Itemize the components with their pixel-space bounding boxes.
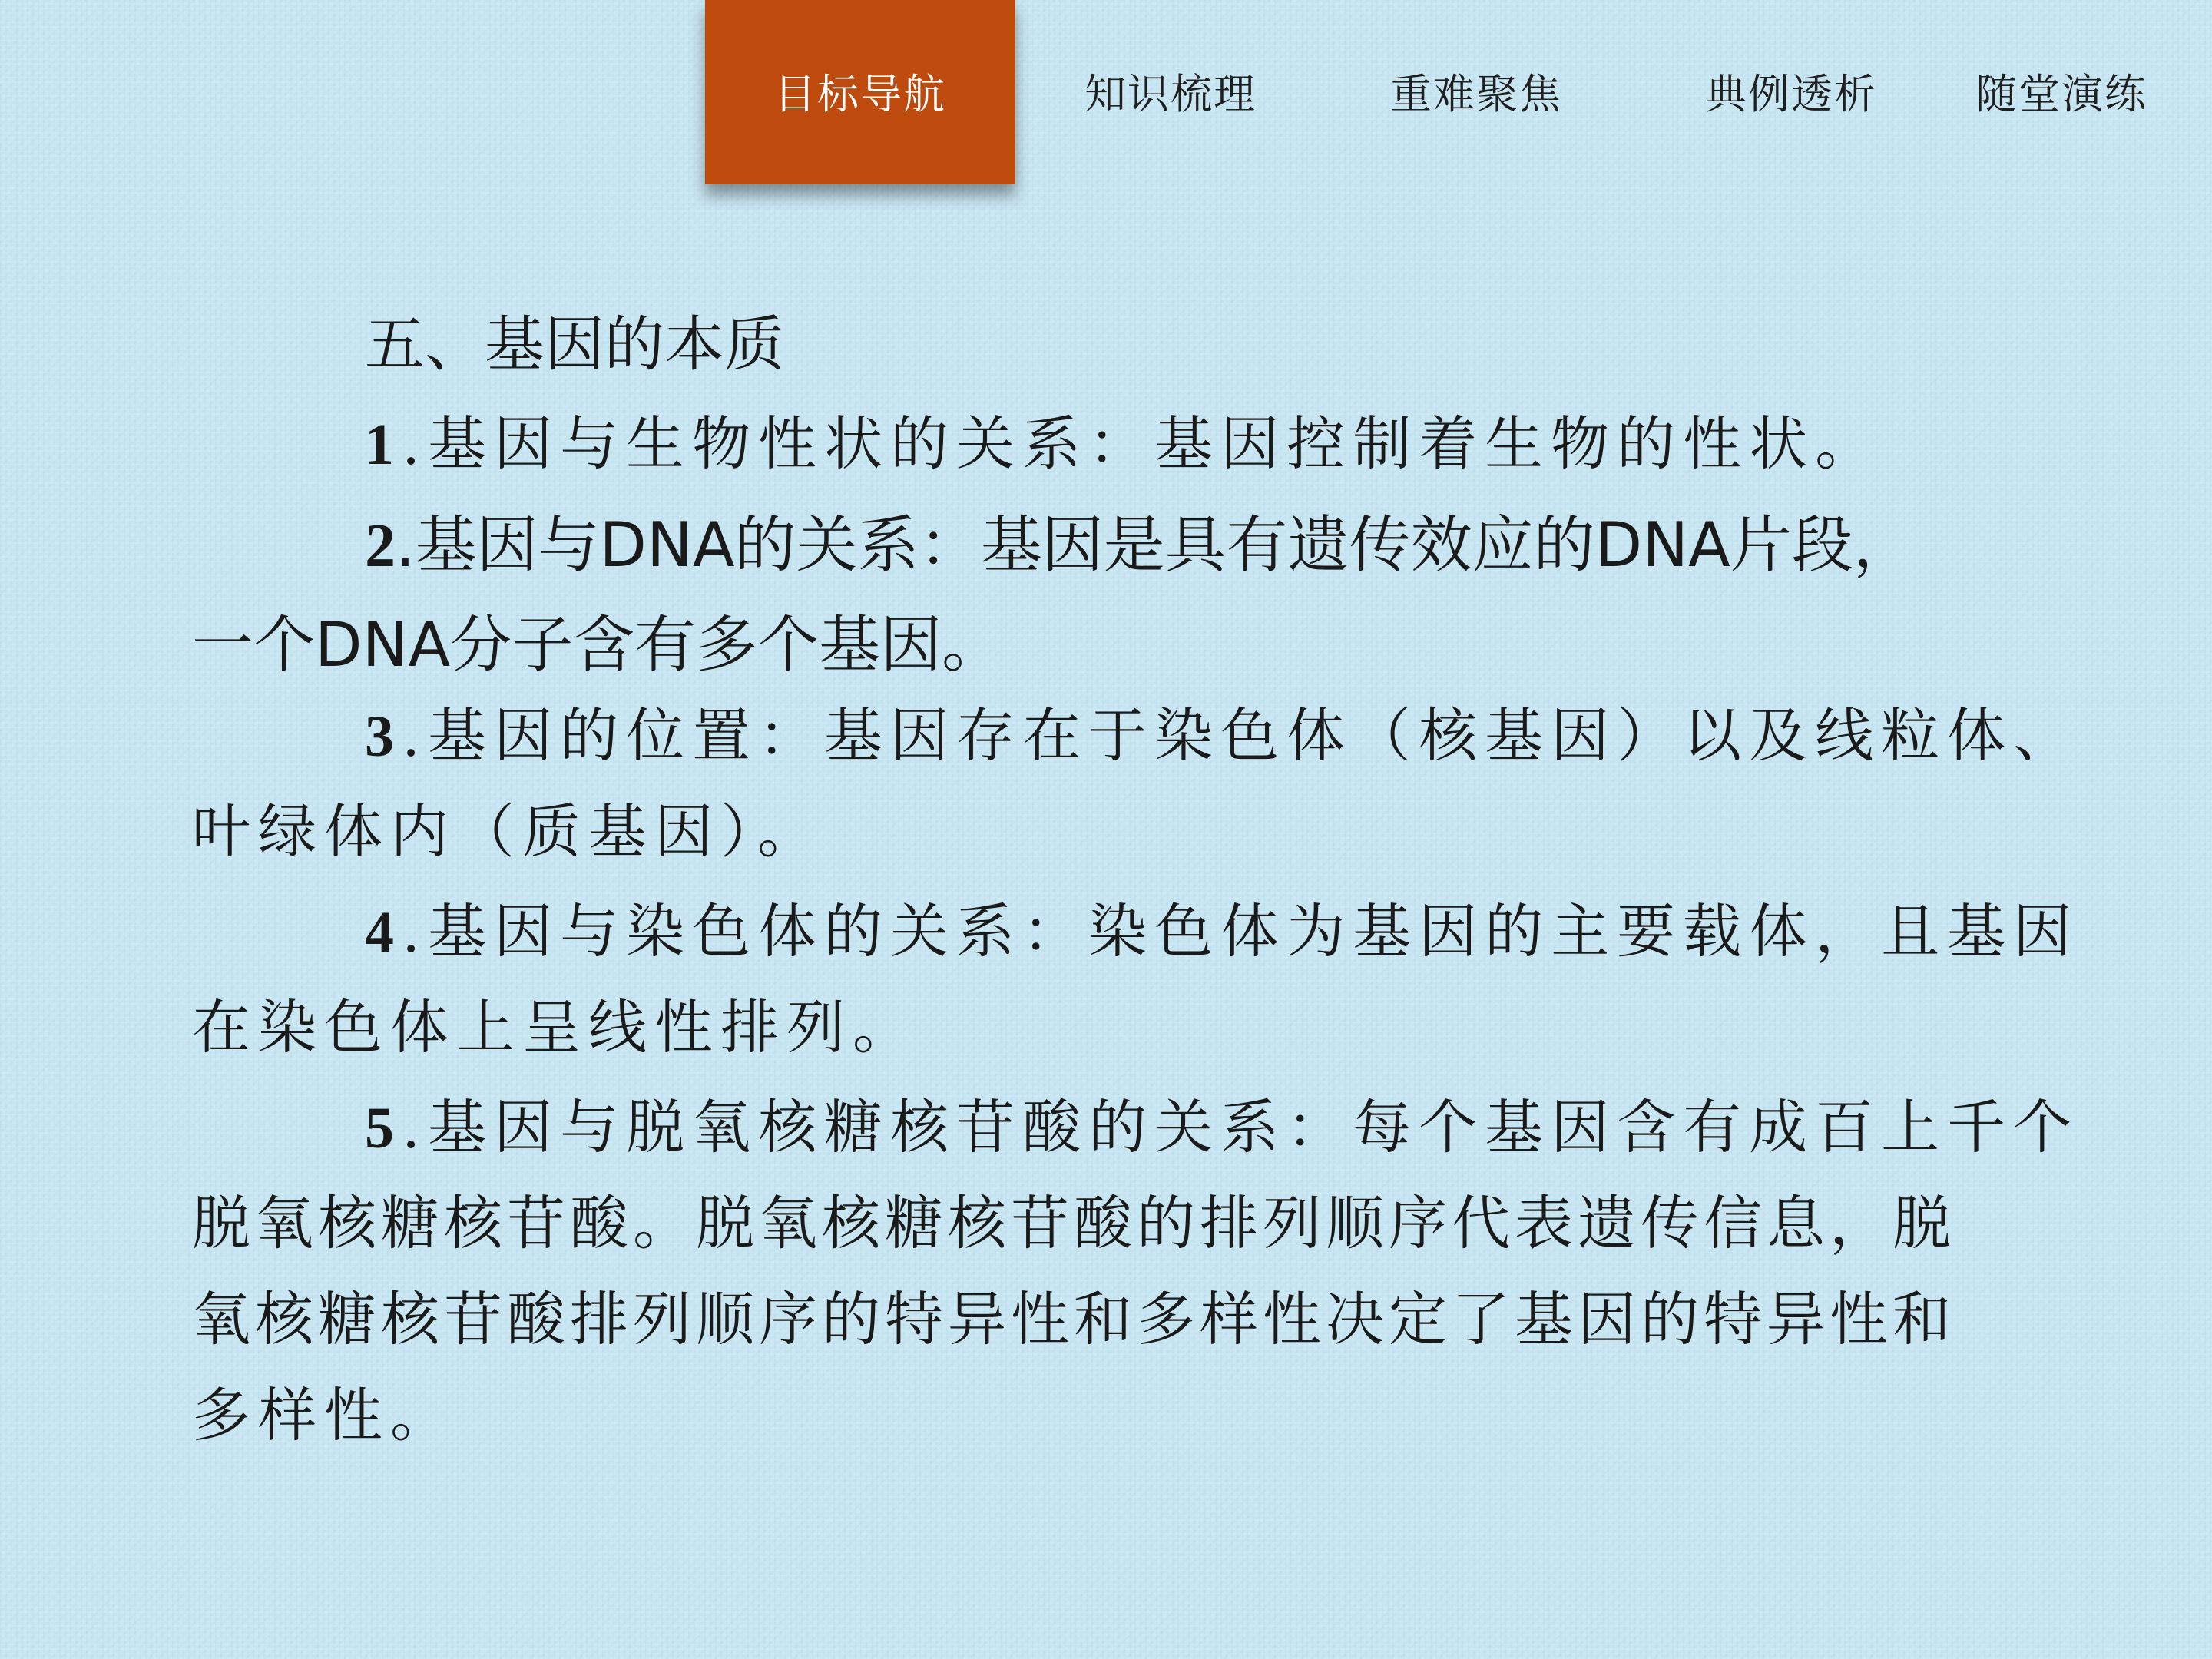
list-item: 2.基因与DNA的关系：基因是具有遗传效应的DNA片段，	[365, 509, 1915, 581]
section-heading: 五、基因的本质	[365, 310, 785, 379]
list-item: 4.基因与染色体的关系：染色体为基因的主要载体，且基因	[365, 897, 2080, 965]
item-number: 1	[365, 412, 402, 477]
item-text-continuation: 一个DNA分子含有多个基因。	[192, 609, 1004, 680]
item-text: 基因与染色体的关系：染色体为基因的主要载体，且基因	[428, 897, 2080, 965]
tab-key-difficulties[interactable]: 重难聚焦	[1390, 69, 1562, 118]
item-text-continuation: 多样性。	[192, 1381, 456, 1449]
item-number: 2	[365, 512, 396, 580]
tab-goal-navigation[interactable]: 目标导航	[705, 0, 1015, 184]
item-text: 基因与DNA的关系：基因是具有遗传效应的DNA片段，	[415, 509, 1915, 581]
list-item: 5.基因与脱氧核糖核苷酸的关系：每个基因含有成百上千个	[365, 1093, 2080, 1161]
item-number: 5	[365, 1096, 402, 1161]
item-text: 基因与生物性状的关系：基因控制着生物的性状。	[428, 409, 1882, 478]
list-item: 1.基因与生物性状的关系：基因控制着生物的性状。	[365, 409, 1882, 478]
item-text-continuation: 叶绿体内（质基因）。	[192, 797, 823, 866]
tab-example-analysis[interactable]: 典例透析	[1705, 69, 1877, 118]
tab-class-practice[interactable]: 随堂演练	[1975, 69, 2147, 118]
item-text: 基因与脱氧核糖核苷酸的关系：每个基因含有成百上千个	[428, 1093, 2080, 1161]
tab-knowledge-review[interactable]: 知识梳理	[1084, 69, 1257, 118]
item-number: 3	[365, 704, 402, 769]
item-text-continuation: 脱氧核糖核苷酸。脱氧核糖核苷酸的排列顺序代表遗传信息，脱	[192, 1189, 1955, 1257]
list-item: 3.基因的位置：基因存在于染色体（核基因）以及线粒体、	[365, 701, 2080, 770]
item-text-continuation: 在染色体上呈线性排列。	[192, 993, 919, 1061]
item-text-continuation: 氧核糖核苷酸排列顺序的特异性和多样性决定了基因的特异性和	[192, 1285, 1955, 1353]
item-number: 4	[365, 900, 402, 965]
item-text: 基因的位置：基因存在于染色体（核基因）以及线粒体、	[428, 701, 2080, 770]
top-navigation	[0, 0, 2212, 184]
